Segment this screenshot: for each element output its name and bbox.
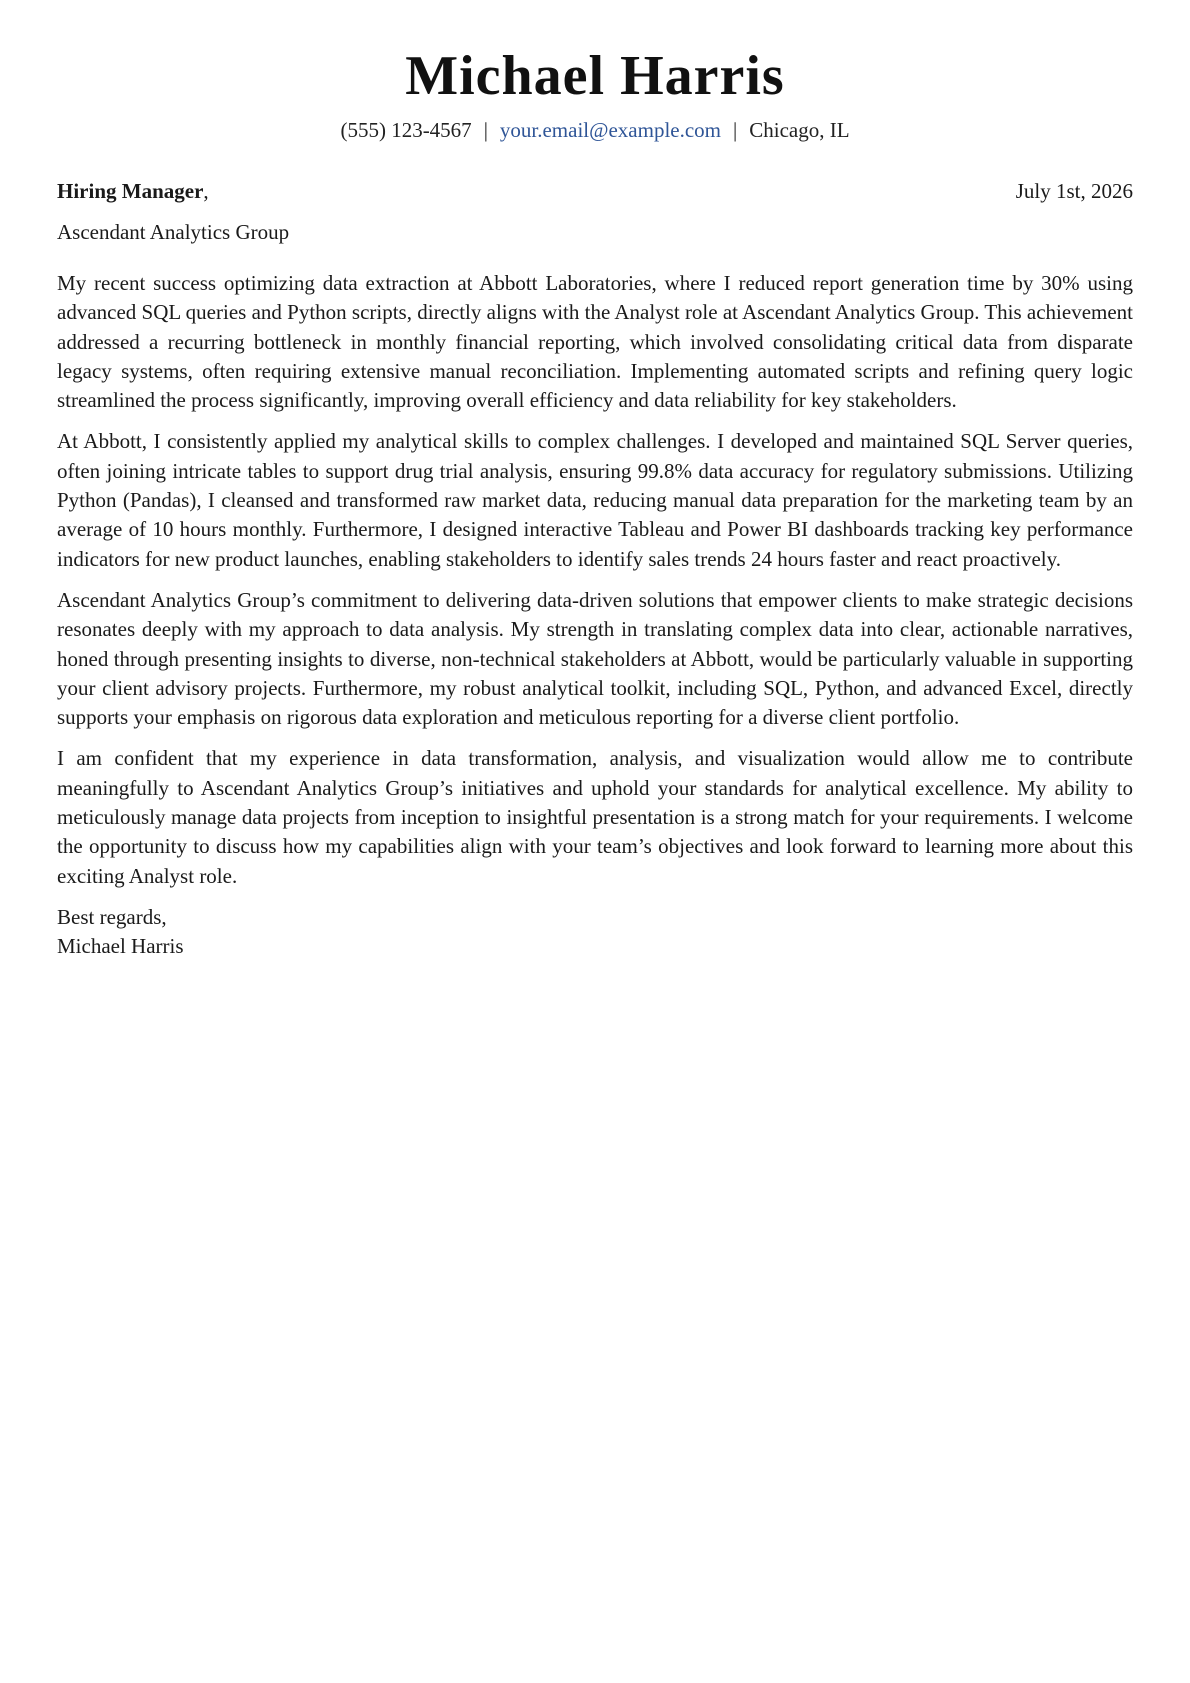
letter-date: July 1st, 2026 (1015, 179, 1133, 203)
phone-number: (555) 123-4567 (340, 118, 472, 142)
body-paragraph: Ascendant Analytics Group’s commitment to delivering data-driven solutions that empower clients to make strategic decisions resonates deeply with my approach to data analysis. My strength in translating complex data into clear, actionable narratives, honed through presenting insights to diverse, non-technical stakeholders at Abbott, would be particularly valuable in supporting your client advisory projects. Furthermore, my robust analytical toolkit, including SQL, Python, and advanced Excel, directly supports your emphasis on rigorous data exploration and meticulous reporting for a diverse client portfolio. (57, 587, 1133, 730)
closing-phrase: Best regards, (57, 904, 167, 929)
contact-line (57, 116, 1133, 144)
body-paragraph: At Abbott, I consistently applied my analytical skills to complex challenges. I developed and maintained SQL Server queries, often joining intricate tables to support drug trial analysis, ensuring 99.8% data accuracy for regulatory submissions. Utilizing Python (Pandas), I cleansed and transformed raw market data, reducing manual data preparation for the marketing team by an average of 10 hours monthly. Furthermore, I designed interactive Tableau and Power BI dashboards tracking key performance indicators for new product launches, enabling stakeholders to identify sales trends 24 hours faster and react proactively. (57, 429, 1133, 571)
signature-name: Michael Harris (57, 934, 184, 959)
email-link[interactable]: your.email@example.com (499, 118, 722, 142)
recipient-suffix: , (203, 179, 209, 203)
recipient-name: Hiring Manager (57, 179, 204, 203)
letter-body (57, 269, 1133, 891)
recipient-company: Ascendant Analytics Group (57, 220, 290, 244)
applicant-name: Michael Harris (405, 45, 785, 107)
recipient-date-row (57, 177, 1133, 205)
recipient-line (57, 177, 209, 205)
body-paragraph: I am confident that my experience in data transformation, analysis, and visualization would allow me to contribute meaningfully to Ascendant Analytics Group’s initiatives and uphold your standards for analytical excellence. My ability to meticulously manage data projects from inception to insightful presentation is a strong match for your requirements. I welcome the opportunity to discuss how my capabilities align with your team’s objectives and look forward to learning more about this exciting Analyst role. (57, 746, 1133, 888)
contact-separator: | (733, 118, 738, 142)
body-paragraph: My recent success optimizing data extraction at Abbott Laboratories, where I reduced report generation time by 30% using advanced SQL queries and Python scripts, directly aligns with the Analyst role at Ascendant Analytics Group. This achievement addressed a recurring bottleneck in monthly financial reporting, which involved consolidating critical data from disparate legacy systems, often requiring extensive manual reconciliation. Implementing automated scripts and refining query logic streamlined the process significantly, improving overall efficiency and data reliability for key stakeholders. (57, 271, 1134, 413)
contact-separator: | (483, 118, 488, 142)
location: Chicago, IL (749, 118, 850, 142)
closing-block (57, 903, 1133, 962)
